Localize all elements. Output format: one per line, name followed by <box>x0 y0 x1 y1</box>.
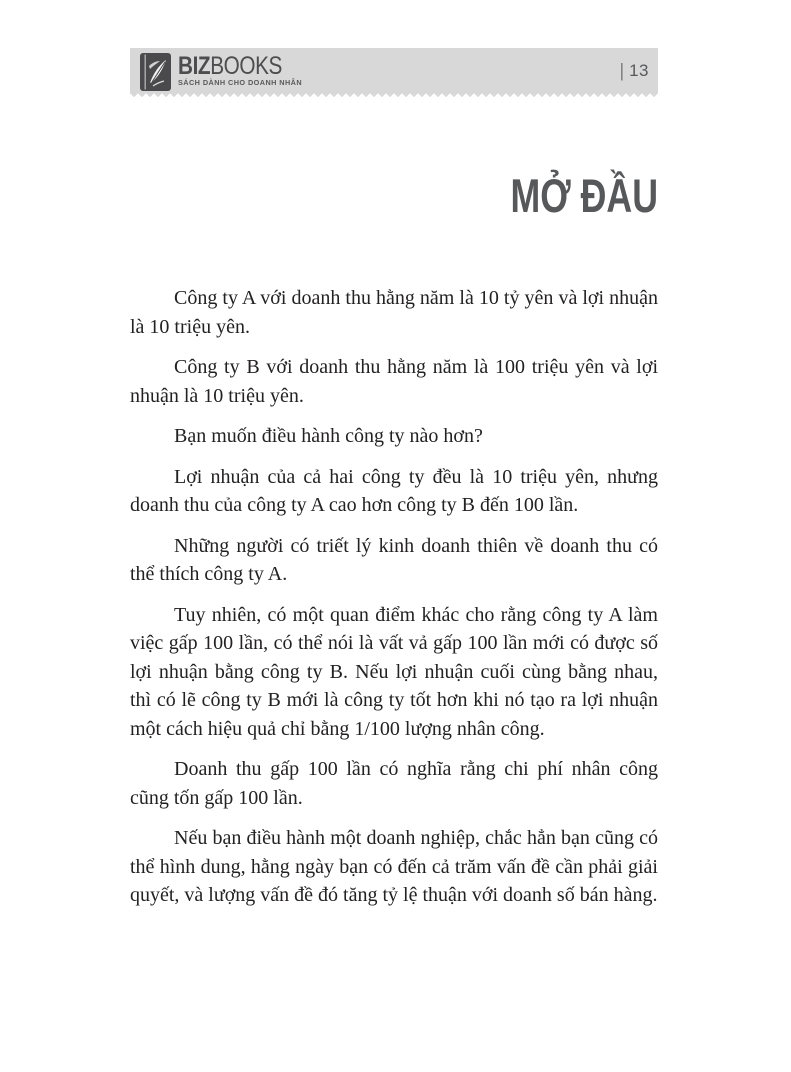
paragraph: Những người có triết lý kinh doanh thiên về doanh thu có thể thích công ty A. <box>130 534 658 585</box>
header-tear-edge <box>130 93 658 97</box>
paragraph: Công ty B với doanh thu hằng năm là 100 triệu yên và lợi nhuận là 10 triệu yên. <box>130 356 658 407</box>
bizbooks-logo <box>140 51 306 91</box>
book-logo-icon <box>140 53 171 91</box>
paragraph: Doanh thu gấp 100 lần có nghĩa rằng chi phí nhân công cũng tốn gấp 100 lần. <box>130 758 658 809</box>
paragraph: Nếu bạn điều hành một doanh nghiệp, chắc hẳn bạn cũng có thể hình dung, hằng ngày bạn có đến cả trăm vấn đề cần phải giải quyết, và lượng vấn đề đó tăng tỷ lệ thuận với doanh số bán hàng. <box>130 827 658 906</box>
book-page <box>0 48 791 1072</box>
paragraph: Công ty A với doanh thu hằng năm là 10 tỷ yên và lợi nhuận là 10 triệu yên. <box>130 287 658 338</box>
brand-light: BOOKS <box>210 51 282 80</box>
paragraph: Bạn muốn điều hành công ty nào hơn? <box>174 425 483 447</box>
page-number-value: 13 <box>629 60 649 80</box>
content-column <box>130 48 658 910</box>
brand-bold: BIZ <box>178 51 211 80</box>
brand-text-block <box>178 51 306 87</box>
paragraph: Lợi nhuận của cả hai công ty đều là 10 triệu yên, nhưng doanh thu của công ty A cao hơn công ty B đến 100 lần. <box>130 465 658 516</box>
page-number <box>620 61 649 81</box>
paragraph: Tuy nhiên, có một quan điểm khác cho rằng công ty A làm việc gấp 100 lần, có thể nói là vất vả gấp 100 lần mới có được số lợi nhuận bằng công ty B. Nếu lợi nhuận cuối cùng bằng nhau, thì có lẽ công ty B mới là công ty tốt hơn khi nó tạo ra lợi nhuận một cách hiệu quả chỉ bằng 1/100 lượng nhân công. <box>130 603 658 740</box>
page-header <box>130 48 658 93</box>
body-text <box>130 284 658 910</box>
chapter-title: MỞ ĐẦU <box>510 169 658 222</box>
page-number-separator: | <box>619 59 625 81</box>
brand-tagline: SÁCH DÀNH CHO DOANH NHÂN <box>178 77 303 87</box>
brand-wordmark <box>178 51 284 80</box>
